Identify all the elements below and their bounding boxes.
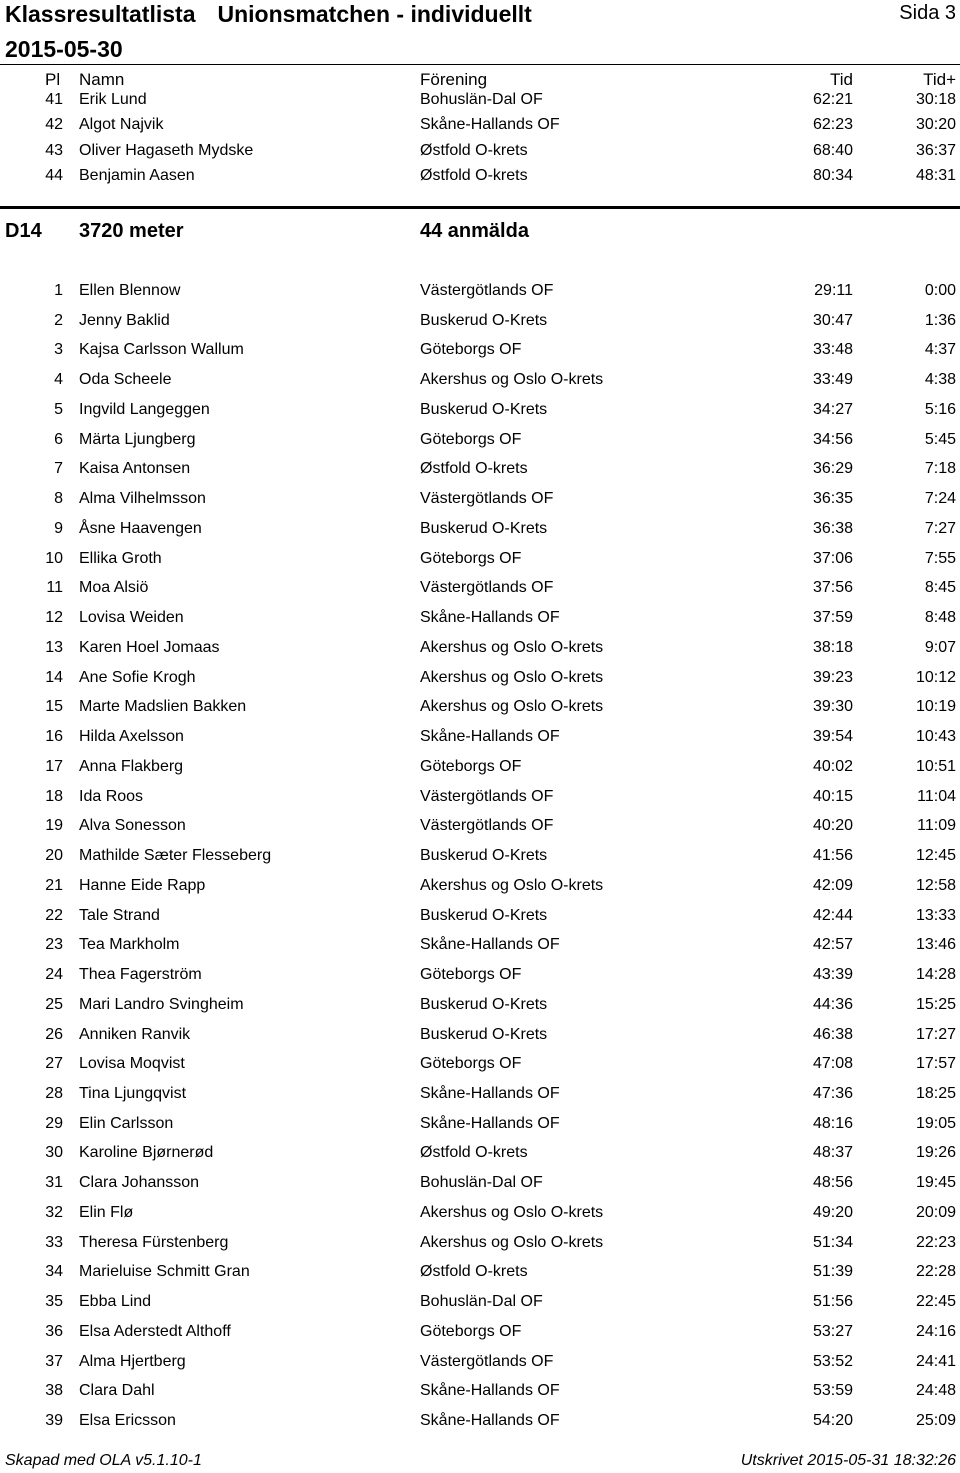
finish-time: 48:37 <box>812 1144 853 1162</box>
finish-time: 33:48 <box>812 341 853 359</box>
placing: 32 <box>45 1203 63 1221</box>
placing: 42 <box>45 116 63 134</box>
time-behind: 22:45 <box>915 1293 956 1311</box>
table-row <box>0 1350 960 1374</box>
placing: 14 <box>45 668 63 686</box>
table-row <box>0 547 960 571</box>
runner-name: Ebba Lind <box>79 1293 152 1311</box>
finish-time: 68:40 <box>812 141 853 159</box>
club-name: Buskerud O-Krets <box>420 906 548 924</box>
table-row <box>0 1141 960 1165</box>
club-name: Bohuslän-Dal OF <box>420 1174 543 1192</box>
runner-name: Elin Flø <box>79 1203 134 1221</box>
table-row <box>0 1052 960 1076</box>
club-name: Østfold O-krets <box>420 460 528 478</box>
finish-time: 33:49 <box>812 371 853 389</box>
table-row <box>0 139 960 163</box>
placing: 19 <box>45 817 63 835</box>
class-divider <box>0 206 960 209</box>
finish-time: 39:54 <box>812 728 853 746</box>
placing: 34 <box>45 1263 63 1281</box>
finish-time: 34:56 <box>812 430 853 448</box>
club-name: Skåne-Hallands OF <box>420 116 560 134</box>
finish-time: 39:30 <box>812 698 853 716</box>
time-behind: 12:45 <box>915 847 956 865</box>
placing: 38 <box>45 1382 63 1400</box>
col-header-behind: Tid+ <box>923 70 956 89</box>
placing: 22 <box>45 906 63 924</box>
time-behind: 24:41 <box>915 1352 956 1370</box>
placing: 10 <box>45 549 63 567</box>
table-row <box>0 874 960 898</box>
club-name: Akershus og Oslo O-krets <box>420 638 604 656</box>
club-name: Akershus og Oslo O-krets <box>420 371 604 389</box>
club-name: Buskerud O-Krets <box>420 1025 548 1043</box>
time-behind: 20:09 <box>915 1203 956 1221</box>
club-name: Østfold O-krets <box>420 166 528 184</box>
page-title <box>5 1 532 28</box>
finish-time: 37:06 <box>812 549 853 567</box>
table-row <box>0 1112 960 1136</box>
placing: 29 <box>45 1114 63 1132</box>
time-behind: 7:24 <box>924 490 956 508</box>
finish-time: 51:56 <box>812 1293 853 1311</box>
runner-name: Mari Landro Svingheim <box>79 995 244 1013</box>
page-number: Sida 3 <box>899 2 956 24</box>
header-divider <box>0 64 960 65</box>
time-behind: 19:45 <box>915 1174 956 1192</box>
table-row <box>0 368 960 392</box>
runner-name: Alma Vilhelmsson <box>79 490 206 508</box>
runner-name: Elsa Aderstedt Althoff <box>79 1322 231 1340</box>
finish-time: 37:59 <box>812 609 853 627</box>
finish-time: 51:34 <box>812 1233 853 1251</box>
time-behind: 25:09 <box>915 1412 956 1430</box>
runner-name: Alma Hjertberg <box>79 1352 186 1370</box>
finish-time: 37:56 <box>812 579 853 597</box>
table-row <box>0 1320 960 1344</box>
finish-time: 80:34 <box>812 166 853 184</box>
runner-name: Anna Flakberg <box>79 757 184 775</box>
runner-name: Ane Sofie Krogh <box>79 668 196 686</box>
time-behind: 5:16 <box>924 400 956 418</box>
time-behind: 10:51 <box>915 757 956 775</box>
time-behind: 4:38 <box>924 371 956 389</box>
club-name: Västergötlands OF <box>420 817 554 835</box>
placing: 6 <box>54 430 63 448</box>
finish-time: 29:11 <box>814 282 853 299</box>
time-behind: 22:23 <box>915 1233 956 1251</box>
time-behind: 48:31 <box>915 166 956 184</box>
finish-time: 43:39 <box>812 966 853 984</box>
table-row <box>0 755 960 779</box>
table-row <box>0 1231 960 1255</box>
club-name: Västergötlands OF <box>420 1352 554 1370</box>
runner-name: Lovisa Moqvist <box>79 1055 185 1073</box>
table-row <box>0 279 960 303</box>
placing: 11 <box>46 579 63 597</box>
time-behind: 13:46 <box>915 936 956 954</box>
club-name: Akershus og Oslo O-krets <box>420 1203 604 1221</box>
placing: 41 <box>45 91 63 108</box>
time-behind: 22:28 <box>915 1263 956 1281</box>
finish-time: 34:27 <box>812 400 853 418</box>
time-behind: 10:19 <box>915 698 956 716</box>
finish-time: 40:02 <box>812 757 853 775</box>
finish-time: 48:56 <box>812 1174 853 1192</box>
runner-name: Ellika Groth <box>79 549 162 567</box>
finish-time: 62:21 <box>812 91 853 108</box>
time-behind: 24:48 <box>915 1382 956 1400</box>
time-behind: 11:04 <box>917 787 956 805</box>
col-header-time: Tid <box>830 70 853 89</box>
club-name: Göteborgs OF <box>420 966 522 984</box>
club-name: Skåne-Hallands OF <box>420 1382 560 1400</box>
placing: 20 <box>45 847 63 865</box>
time-behind: 9:07 <box>924 638 956 656</box>
time-behind: 18:25 <box>915 1084 956 1102</box>
time-behind: 36:37 <box>915 141 956 159</box>
runner-name: Ellen Blennow <box>79 282 181 299</box>
club-name: Akershus og Oslo O-krets <box>420 668 604 686</box>
table-row <box>0 1023 960 1047</box>
table-row <box>0 1409 960 1433</box>
placing: 18 <box>45 787 63 805</box>
runner-name: Clara Johansson <box>79 1174 200 1192</box>
class-code: D14 <box>5 220 42 242</box>
table-row <box>0 1171 960 1195</box>
runner-name: Mathilde Sæter Flesseberg <box>79 847 272 865</box>
table-row <box>0 993 960 1017</box>
runner-name: Märta Ljungberg <box>79 430 196 448</box>
club-name: Västergötlands OF <box>420 490 554 508</box>
table-row <box>0 88 960 112</box>
runner-name: Elsa Ericsson <box>79 1412 176 1430</box>
time-behind: 13:33 <box>915 906 956 924</box>
club-name: Østfold O-krets <box>420 1144 528 1162</box>
runner-name: Marieluise Schmitt Gran <box>79 1263 250 1281</box>
placing: 30 <box>45 1144 63 1162</box>
table-row <box>0 517 960 541</box>
runner-name: Theresa Fürstenberg <box>79 1233 229 1251</box>
time-behind: 19:26 <box>915 1144 956 1162</box>
time-behind: 1:36 <box>924 311 956 329</box>
placing: 16 <box>45 728 63 746</box>
placing: 27 <box>45 1055 63 1073</box>
club-name: Buskerud O-Krets <box>420 311 548 329</box>
finish-time: 41:56 <box>812 847 853 865</box>
table-row <box>0 1260 960 1284</box>
table-row <box>0 695 960 719</box>
runner-name: Åsne Haavengen <box>79 519 202 537</box>
table-row <box>0 785 960 809</box>
title-right: Unionsmatchen - individuellt <box>217 1 532 27</box>
time-behind: 17:57 <box>915 1055 956 1073</box>
time-behind: 8:48 <box>924 609 956 627</box>
placing: 31 <box>45 1174 63 1192</box>
title-left: Klassresultatlista <box>5 1 196 27</box>
runner-name: Elin Carlsson <box>79 1114 174 1132</box>
runner-name: Algot Najvik <box>79 116 164 134</box>
placing: 3 <box>54 341 63 359</box>
placing: 33 <box>45 1233 63 1251</box>
class-registered: 44 anmälda <box>420 220 529 242</box>
runner-name: Karen Hoel Jomaas <box>79 638 220 656</box>
club-name: Skåne-Hallands OF <box>420 728 560 746</box>
time-behind: 17:27 <box>915 1025 956 1043</box>
runner-name: Tale Strand <box>79 906 160 924</box>
placing: 9 <box>54 519 63 537</box>
club-name: Skåne-Hallands OF <box>420 1114 560 1132</box>
placing: 4 <box>54 371 63 389</box>
time-behind: 30:20 <box>915 116 956 134</box>
table-row <box>0 606 960 630</box>
runner-name: Alva Sonesson <box>79 817 186 835</box>
club-name: Skåne-Hallands OF <box>420 1084 560 1102</box>
placing: 15 <box>45 698 63 716</box>
placing: 8 <box>54 490 63 508</box>
table-row <box>0 457 960 481</box>
placing: 39 <box>45 1412 63 1430</box>
time-behind: 7:18 <box>924 460 956 478</box>
time-behind: 19:05 <box>915 1114 956 1132</box>
club-name: Västergötlands OF <box>420 579 554 597</box>
col-header-name: Namn <box>79 70 125 89</box>
placing: 1 <box>54 282 63 299</box>
placing: 2 <box>54 311 63 329</box>
table-row <box>0 428 960 452</box>
table-row <box>0 338 960 362</box>
table-row <box>0 309 960 333</box>
placing: 26 <box>45 1025 63 1043</box>
club-name: Akershus og Oslo O-krets <box>420 876 604 894</box>
runner-name: Clara Dahl <box>79 1382 155 1400</box>
runner-name: Jenny Baklid <box>79 311 170 329</box>
finish-time: 54:20 <box>812 1412 853 1430</box>
placing: 35 <box>45 1293 63 1311</box>
runner-name: Marte Madslien Bakken <box>79 698 247 716</box>
table-row <box>0 933 960 957</box>
table-row <box>0 113 960 137</box>
finish-time: 40:15 <box>812 787 853 805</box>
finish-time: 53:59 <box>812 1382 853 1400</box>
finish-time: 46:38 <box>812 1025 853 1043</box>
time-behind: 24:16 <box>915 1322 956 1340</box>
runner-name: Lovisa Weiden <box>79 609 184 627</box>
finish-time: 48:16 <box>812 1114 853 1132</box>
club-name: Akershus og Oslo O-krets <box>420 698 604 716</box>
finish-time: 53:27 <box>812 1322 853 1340</box>
col-header-pl: Pl <box>45 70 61 89</box>
club-name: Skåne-Hallands OF <box>420 1412 560 1430</box>
placing: 25 <box>45 995 63 1013</box>
finish-time: 36:35 <box>812 490 853 508</box>
table-row <box>0 844 960 868</box>
finish-time: 40:20 <box>812 817 853 835</box>
table-row <box>0 576 960 600</box>
time-behind: 30:18 <box>915 91 956 108</box>
club-name: Buskerud O-Krets <box>420 847 548 865</box>
time-behind: 8:45 <box>924 579 956 597</box>
placing: 13 <box>45 638 63 656</box>
table-row <box>0 487 960 511</box>
club-name: Skåne-Hallands OF <box>420 609 560 627</box>
col-header-club: Förening <box>420 70 488 89</box>
placing: 36 <box>45 1322 63 1340</box>
club-name: Østfold O-krets <box>420 141 528 159</box>
placing: 44 <box>45 166 63 184</box>
finish-time: 42:09 <box>812 876 853 894</box>
runner-name: Hilda Axelsson <box>79 728 184 746</box>
placing: 23 <box>45 936 63 954</box>
runner-name: Kaisa Antonsen <box>79 460 191 478</box>
table-row <box>0 814 960 838</box>
finish-time: 53:52 <box>812 1352 853 1370</box>
placing: 7 <box>54 460 63 478</box>
club-name: Västergötlands OF <box>420 787 554 805</box>
placing: 43 <box>45 141 63 159</box>
finish-time: 42:44 <box>812 906 853 924</box>
time-behind: 10:12 <box>915 668 956 686</box>
race-date: 2015-05-30 <box>5 36 123 62</box>
club-name: Göteborgs OF <box>420 1055 522 1073</box>
table-row <box>0 1379 960 1403</box>
placing: 17 <box>45 757 63 775</box>
club-name: Buskerud O-Krets <box>420 995 548 1013</box>
placing: 28 <box>45 1084 63 1102</box>
runner-name: Oda Scheele <box>79 371 172 389</box>
time-behind: 10:43 <box>915 728 956 746</box>
time-behind: 15:25 <box>915 995 956 1013</box>
runner-name: Anniken Ranvik <box>79 1025 191 1043</box>
finish-time: 44:36 <box>812 995 853 1013</box>
footer-created: Skapad med OLA v5.1.10-1 <box>5 1452 202 1469</box>
club-name: Bohuslän-Dal OF <box>420 91 543 108</box>
placing: 21 <box>45 876 63 894</box>
club-name: Østfold O-krets <box>420 1263 528 1281</box>
runner-name: Benjamin Aasen <box>79 166 195 184</box>
club-name: Bohuslän-Dal OF <box>420 1293 543 1311</box>
placing: 24 <box>45 966 63 984</box>
finish-time: 51:39 <box>812 1263 853 1281</box>
finish-time: 47:08 <box>812 1055 853 1073</box>
club-name: Göteborgs OF <box>420 1322 522 1340</box>
club-name: Västergötlands OF <box>420 282 554 299</box>
finish-time: 62:23 <box>812 116 853 134</box>
runner-name: Ingvild Langeggen <box>79 400 210 418</box>
runner-name: Ida Roos <box>79 787 144 805</box>
club-name: Buskerud O-Krets <box>420 400 548 418</box>
finish-time: 38:18 <box>812 638 853 656</box>
table-row <box>0 725 960 749</box>
time-behind: 5:45 <box>924 430 956 448</box>
club-name: Göteborgs OF <box>420 341 522 359</box>
club-name: Buskerud O-Krets <box>420 519 548 537</box>
time-behind: 14:28 <box>915 966 956 984</box>
table-row <box>0 904 960 928</box>
club-name: Göteborgs OF <box>420 430 522 448</box>
table-row <box>0 164 960 188</box>
club-name: Göteborgs OF <box>420 549 522 567</box>
club-name: Göteborgs OF <box>420 757 522 775</box>
runner-name: Oliver Hagaseth Mydske <box>79 141 254 159</box>
finish-time: 36:38 <box>812 519 853 537</box>
runner-name: Tina Ljungqvist <box>79 1084 187 1102</box>
table-row <box>0 963 960 987</box>
runner-name: Thea Fagerström <box>79 966 202 984</box>
finish-time: 36:29 <box>812 460 853 478</box>
table-row <box>0 666 960 690</box>
runner-name: Hanne Eide Rapp <box>79 876 206 894</box>
club-name: Akershus og Oslo O-krets <box>420 1233 604 1251</box>
club-name: Skåne-Hallands OF <box>420 936 560 954</box>
finish-time: 42:57 <box>812 936 853 954</box>
runner-name: Karoline Bjørnerød <box>79 1144 214 1162</box>
placing: 12 <box>45 609 63 627</box>
class-header <box>0 217 960 245</box>
time-behind: 12:58 <box>915 876 956 894</box>
finish-time: 30:47 <box>812 311 853 329</box>
time-behind: 7:27 <box>924 519 956 537</box>
time-behind: 7:55 <box>924 549 956 567</box>
table-row <box>0 398 960 422</box>
table-row <box>0 636 960 660</box>
table-row <box>0 1201 960 1225</box>
finish-time: 47:36 <box>812 1084 853 1102</box>
placing: 37 <box>45 1352 63 1370</box>
finish-time: 39:23 <box>812 668 853 686</box>
time-behind: 4:37 <box>924 341 956 359</box>
time-behind: 11:09 <box>917 817 956 835</box>
runner-name: Tea Markholm <box>79 936 180 954</box>
class-distance: 3720 meter <box>79 220 184 242</box>
table-row <box>0 1290 960 1314</box>
time-behind: 0:00 <box>924 282 956 299</box>
finish-time: 49:20 <box>812 1203 853 1221</box>
footer-printed: Utskrivet 2015-05-31 18:32:26 <box>740 1452 956 1469</box>
runner-name: Erik Lund <box>79 91 147 108</box>
runner-name: Kajsa Carlsson Wallum <box>79 341 244 359</box>
runner-name: Moa Alsiö <box>79 579 149 597</box>
table-row <box>0 1082 960 1106</box>
placing: 5 <box>54 400 63 418</box>
